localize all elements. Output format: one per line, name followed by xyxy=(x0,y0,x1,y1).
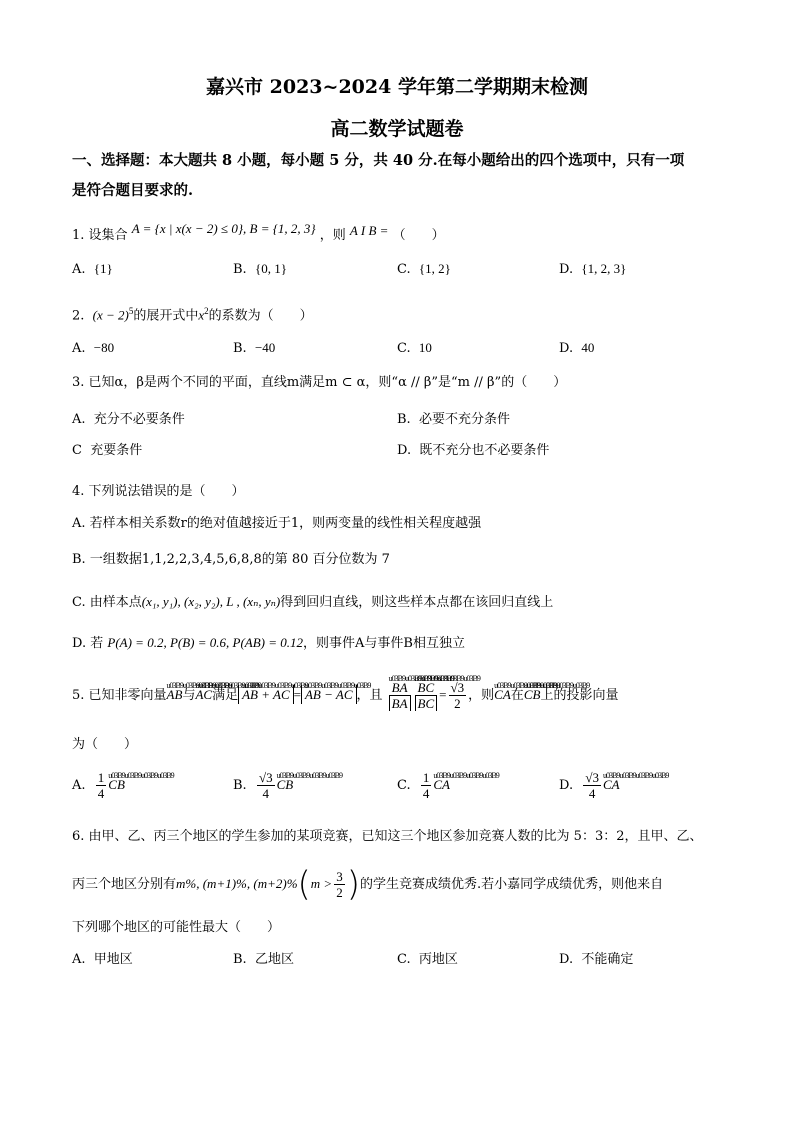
question-4-stem: 4. 下列说法错误的是（ ） xyxy=(72,484,245,499)
q2-option-b: B. −40 xyxy=(233,340,276,356)
q1-suffix: ，则 xyxy=(319,228,346,243)
q3-option-b: B. 必要不充分条件 xyxy=(397,412,510,427)
q6-option-b: B. 乙地区 xyxy=(233,952,294,967)
q3-option-a: A. 充分不必要条件 xyxy=(72,412,185,427)
q1-option-b: B. {0, 1} xyxy=(233,261,287,277)
q5-fraction-bc: $u03B9u03B9u03B9u03B9 \frac{BC}{BC}$ xyxy=(415,680,438,711)
section-heading-line1: 一、选择题：本大题共 8 小题，每小题 5 分，共 40 分.在每小题给出的四个选项中，只有一项 xyxy=(72,152,685,169)
q5-option-d: D. $\frac{√3}{4}$ u03B9u03B9u03B9u03B9 CA xyxy=(559,770,620,801)
q1-set-definition: A = {x | x(x − 2) ≤ 0}, B = {1, 2, 3} xyxy=(131,221,316,236)
q5-option-a: A. $\frac{1}{4}$ u03B9u03B9u03B9u03B9 CB xyxy=(72,770,125,801)
exam-subtitle: 高二数学试题卷 xyxy=(330,118,464,140)
q5-condition-right: u03B9u03B9u03B9u03B9 AB − AC xyxy=(301,685,357,704)
q6-option-d: D. 不能确定 xyxy=(559,952,634,967)
q2-option-d: D. 40 xyxy=(559,340,595,356)
question-6-stem-line2: 丙三个地区分别有m%, (m+1)%, (m+2)%(m > $\frac{3}{2}$ )的学生竞赛成绩优秀.若小嘉同学成绩优秀，则他来自 xyxy=(72,864,664,905)
q5-fraction-ba: $u03B9u03B9u03B9u03B9 \frac{BA}{BA}$ xyxy=(389,680,411,711)
q2-binomial: (x − 2) xyxy=(92,307,129,323)
q3-option-d: D. 既不充分也不必要条件 xyxy=(397,443,550,458)
q2-option-c: C. 10 xyxy=(397,340,432,356)
question-6-stem-line3: 下列哪个地区的可能性最大（ ） xyxy=(72,920,281,935)
q5-stem-line2: 为（ ） xyxy=(72,737,138,752)
q1-option-a: A. {1} xyxy=(72,261,113,277)
q4-option-a: A. 若样本相关系数r的绝对值越接近于1，则两变量的线性相关程度越强 xyxy=(72,516,482,531)
q1-prefix: 1. 设集合 xyxy=(72,228,128,243)
q4-option-d: D. 若 P(A) = 0.2, P(B) = 0.6, P(AB) = 0.12，则事件A与事件B相互独立 xyxy=(72,635,465,651)
q5-fraction-sqrt3-2: $\frac{√3}{2}$ xyxy=(450,680,465,711)
q4-option-c: C. 由样本点(x₁, y₁), (x₂, y₂), L , (xₙ, yₙ)得到回归直线，则这些样本点都在该回归直线上 xyxy=(72,594,554,610)
q5-condition-left: u03B9u03B9u03B9u03B9 AB + AC xyxy=(238,685,294,704)
q5-option-c: C. $\frac{1}{4}$ u03B9u03B9u03B9u03B9 CA xyxy=(397,770,450,801)
q6-option-a: A. 甲地区 xyxy=(72,952,133,967)
section-heading-line2: 是符合题目要求的. xyxy=(72,182,194,199)
q1-expression: A I B = xyxy=(349,223,389,238)
q2-option-a: A. −80 xyxy=(72,340,115,356)
q1-option-d: D. {1, 2, 3} xyxy=(559,261,627,277)
q1-answer-paren: （ ） xyxy=(392,228,445,243)
question-6-stem-line1: 6. 由甲、乙、丙三个地区的学生参加的某项竞赛，已知这三个地区参加竞赛人数的比为 5：3：2，且甲、乙、 xyxy=(72,829,703,844)
q3-option-c: C 充要条件 xyxy=(72,443,143,458)
question-5-stem: 5. 已知非零向量u03B9u03B9u03B9u03B9 AB与u03B9u03B9u03B9u03B9 AC满足u03B9u03B9u03B9u03B9 AB + AC =u03B9u03B9u03B9u03B9 AB − AC ，且 $u03B9u03B9u03B9u03B9 \frac{BA}{BA}$ $u03B9u03B9u03B9u03B9 \frac{BC}{BC}$ = $\frac{√3}{2}$ ，则u03B9u03B9u03B9u03B9 CA在u03B9u03B9u03B9u03B9 CB上的投影向量 xyxy=(72,680,618,711)
q1-option-c: C. {1, 2} xyxy=(397,261,451,277)
q4-option-b: B. 一组数据1,1,2,2,3,4,5,6,8,8的第 80 百分位数为 7 xyxy=(72,552,390,567)
question-2-stem: 2. $(x - 2)^5$的展开式中$x^2$的系数为（ ） xyxy=(72,306,313,324)
exam-title: 嘉兴市 2023~2024 学年第二学期期末检测 xyxy=(206,76,588,98)
question-3-stem: 3. 已知α，β是两个不同的平面，直线m满足m ⊂ α，则“α // β”是“m // β”的（ ） xyxy=(72,375,567,390)
question-1-stem xyxy=(72,221,445,246)
q5-option-b: B. $\frac{√3}{4}$ u03B9u03B9u03B9u03B9 CB xyxy=(233,770,293,801)
q6-option-c: C. 丙地区 xyxy=(397,952,458,967)
